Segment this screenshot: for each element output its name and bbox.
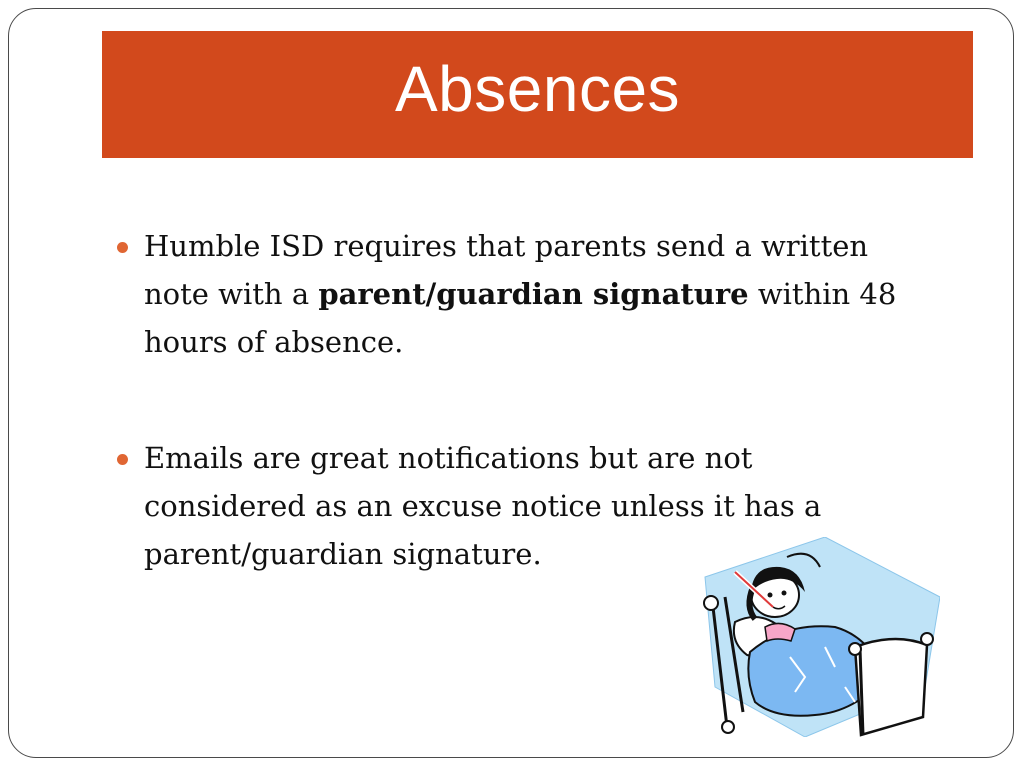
bullet-text: Humble ISD requires that parents send a written note with a [144,229,869,311]
bullet-list [114,222,914,578]
bullet-text: Emails are great notifications but are not considered as an excuse notice unless it has a parent/guardian signature. [144,441,822,571]
bullet-bold-text: parent/guardian signature [318,277,749,311]
title-bar [102,31,973,158]
bullet-marker [117,454,128,465]
bullet-text: within 48 hours of absence. [144,277,897,359]
bed-footboard [855,639,927,735]
slide-title: Absences [394,52,681,125]
sick-in-bed-clipart [695,537,940,737]
bullet-item [114,222,914,366]
pajama [765,623,795,641]
bullet-marker [117,242,128,253]
